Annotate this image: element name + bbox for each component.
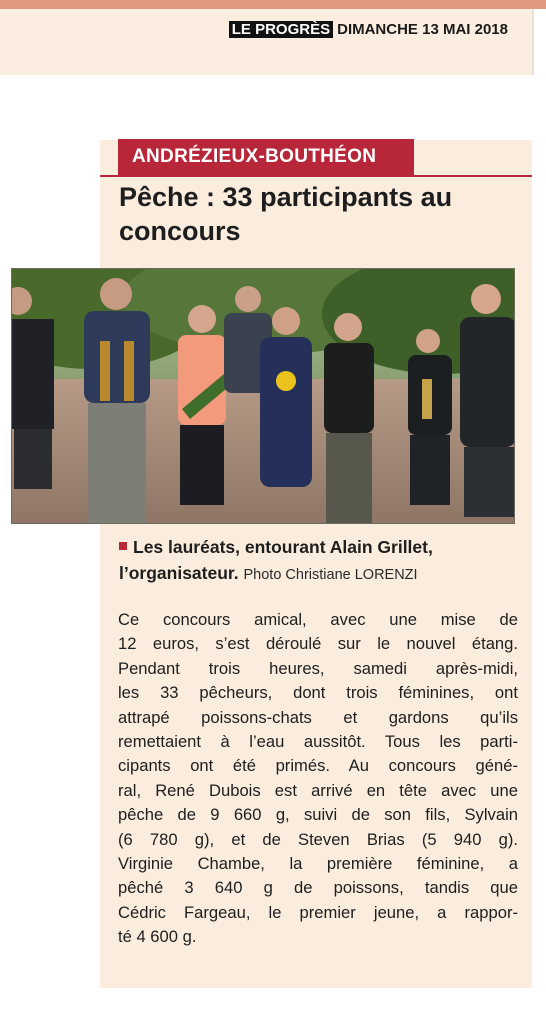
caption-bullet-icon <box>119 542 127 550</box>
body-line: té 4 600 g. <box>118 927 197 947</box>
article-photo <box>11 268 515 524</box>
issue-date: DIMANCHE 13 MAI 2018 <box>337 21 508 38</box>
body-line: Cédric Fargeau, le premier jeune, a rappor- <box>118 902 518 922</box>
photo-illustration <box>12 269 515 524</box>
caption-text: Les lauréats, entourant Alain Grillet, l’organisateur. <box>119 537 433 583</box>
page-header <box>0 9 534 75</box>
body-line: pêche de 9 660 g, suivi de son fils, Sylvain <box>118 805 518 825</box>
article-body <box>118 608 518 950</box>
masthead <box>229 21 508 38</box>
kicker-label: ANDRÉZIEUX-BOUTHÉON <box>132 146 377 167</box>
photo-credit: Photo Christiane LORENZI <box>243 567 418 583</box>
article-headline: Pêche : 33 participants au concours <box>119 182 453 246</box>
body-line: pêché 3 640 g de poissons, tandis que <box>118 878 518 898</box>
body-line: remettaient à l’eau aussitôt. Tous les parti- <box>118 732 518 752</box>
kicker-rule <box>100 175 532 177</box>
body-line: Pendant trois heures, samedi après-midi, <box>118 658 518 678</box>
top-color-band <box>0 0 546 9</box>
body-line: Ce concours amical, avec une mise de <box>118 610 518 629</box>
body-line: 12 euros, s’est déroulé sur le nouvel étang. <box>118 634 518 654</box>
newspaper-logo: LE PROGRÈS <box>229 21 333 38</box>
section-kicker <box>118 139 414 175</box>
photo-caption <box>119 534 519 588</box>
body-line: ral, René Dubois est arrivé en tête avec une <box>118 780 518 800</box>
body-line: Virginie Chambe, la première féminine, a <box>118 854 518 874</box>
body-line: les 33 pêcheurs, dont trois féminines, ont <box>118 683 518 703</box>
body-line: cipants ont été primés. Au concours géné- <box>118 756 518 776</box>
body-line: attrapé poissons-chats et gardons qu’ils <box>118 707 518 727</box>
body-line: (6 780 g), et de Steven Brias (5 940 g). <box>118 829 518 849</box>
